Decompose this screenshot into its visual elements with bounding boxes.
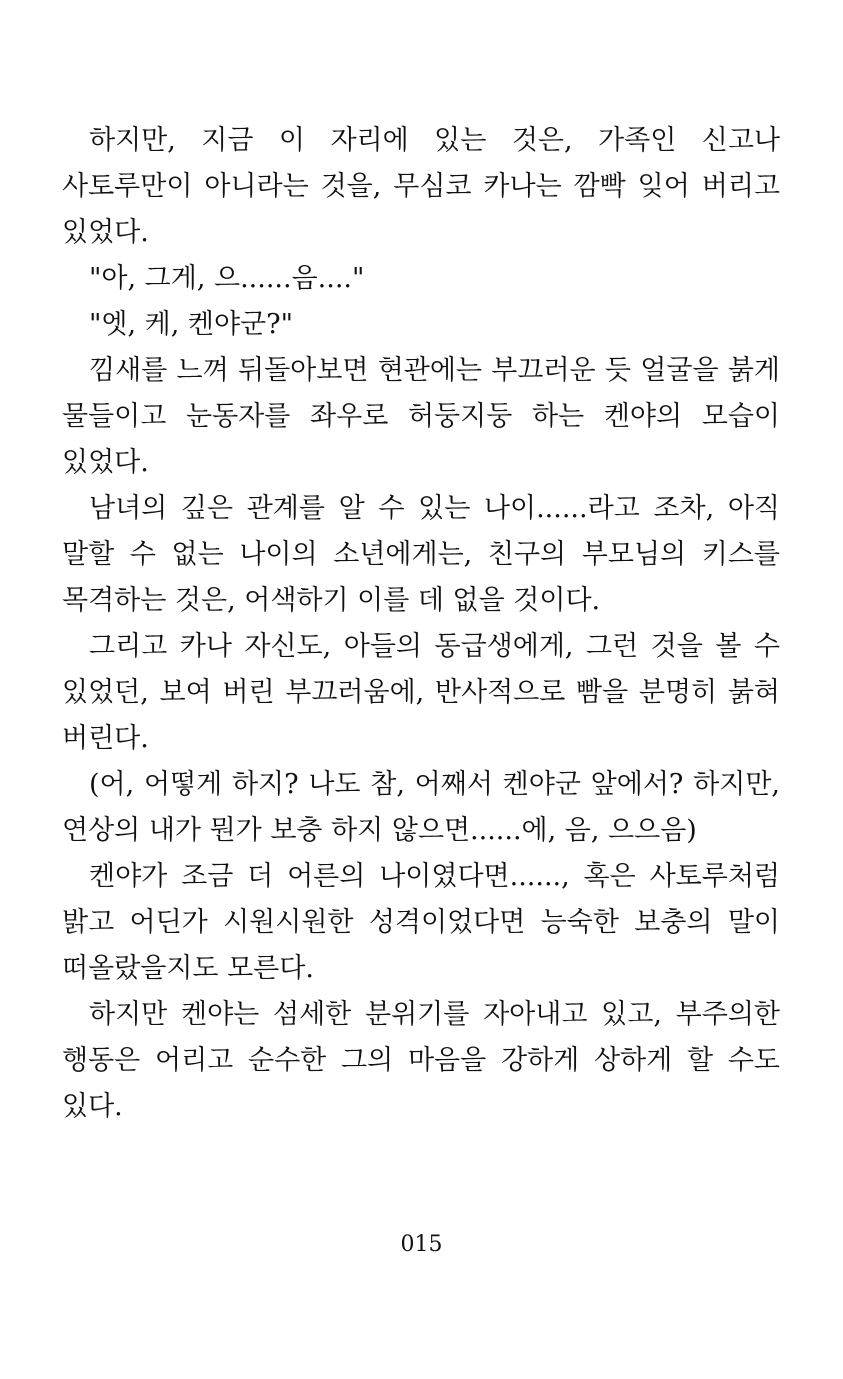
body-text (62, 118, 780, 1130)
paragraph (62, 854, 780, 992)
paragraph (62, 486, 780, 624)
text-line: 연상의 내가 뭔가 보충 하지 않으면......에, 음, 으으음) (62, 815, 697, 846)
paragraph (62, 624, 780, 762)
text-line: (어, 어떻게 하지? 나도 참, 어째서 켄야군 앞에서? 하지만, (89, 769, 780, 800)
paragraph (62, 348, 780, 486)
paragraph (62, 302, 780, 348)
text-line: 버린다. (62, 723, 149, 754)
text-line: 켄야가 조금 더 어른의 나이였다면......, 혹은 사토루처럼 (89, 861, 780, 892)
text-line: 말할 수 없는 나이의 소년에게는, 친구의 부모님의 키스를 (62, 539, 780, 570)
text-line: 있었다. (62, 217, 149, 248)
text-line: 떠올랐을지도 모른다. (62, 953, 314, 984)
paragraph (62, 992, 780, 1130)
paragraph (62, 118, 780, 256)
text-line: 사토루만이 아니라는 것을, 무심코 카나는 깜빡 잊어 버리고 (62, 171, 780, 202)
text-line: 있었다. (62, 447, 149, 478)
text-line: "아, 그게, 으......음...." (89, 263, 365, 294)
paragraph (62, 762, 780, 854)
text-line: 목격하는 것은, 어색하기 이를 데 없을 것이다. (62, 585, 601, 616)
paragraph (62, 256, 780, 302)
page-number: 015 (400, 1232, 443, 1257)
text-line: 하지만 켄야는 섬세한 분위기를 자아내고 있고, 부주의한 (89, 999, 780, 1030)
text-line: 낌새를 느껴 뒤돌아보면 현관에는 부끄러운 듯 얼굴을 붉게 (89, 355, 780, 386)
text-line: 있다. (62, 1091, 123, 1122)
text-line: 그리고 카나 자신도, 아들의 동급생에게, 그런 것을 볼 수 (89, 631, 780, 662)
text-line: 밝고 어딘가 시원시원한 성격이었다면 능숙한 보충의 말이 (62, 907, 780, 938)
text-line: "엣, 케, 켄야군?" (89, 309, 294, 340)
text-line: 물들이고 눈동자를 좌우로 허둥지둥 하는 켄야의 모습이 (62, 401, 780, 432)
text-line: 있었던, 보여 버린 부끄러움에, 반사적으로 빰을 분명히 붉혀 (62, 677, 780, 708)
text-line: 하지만, 지금 이 자리에 있는 것은, 가족인 신고나 (89, 125, 780, 156)
text-line: 행동은 어리고 순수한 그의 마음을 강하게 상하게 할 수도 (62, 1045, 780, 1076)
text-line: 남녀의 깊은 관계를 알 수 있는 나이......라고 조차, 아직 (89, 493, 780, 524)
